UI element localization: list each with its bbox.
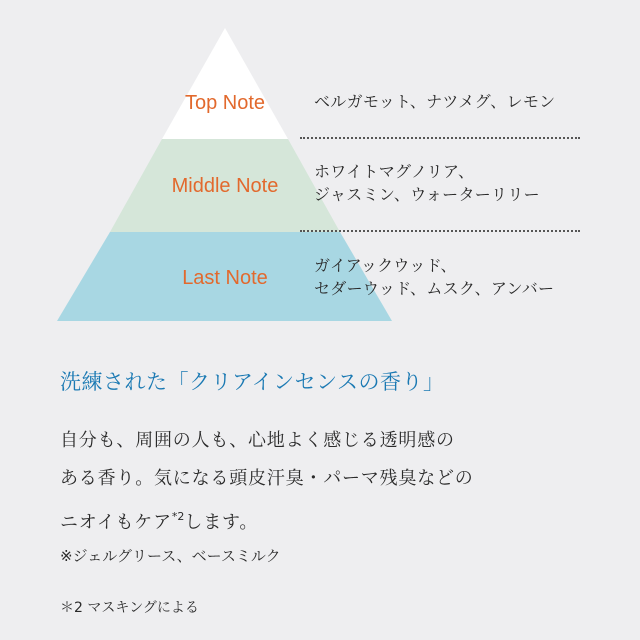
middle-note-line-2: ジャスミン、ウォーターリリー [314,185,540,204]
description [60,422,600,542]
last-note-ingredients [314,254,554,300]
ingredients-note: ※ジェルグリース、ベースミルク [60,547,281,565]
divider-middle-last [300,230,580,232]
headline: 洗練された「クリアインセンスの香り」 [60,370,445,394]
pyramid-tier-top [162,28,288,139]
description-line-3-text: ニオイもケア [60,512,172,533]
footnote: ＊2 マスキングによる [60,600,199,616]
top-note-ingredients [314,90,555,113]
middle-note-ingredients [314,160,540,206]
description-line-3-tail: します。 [184,512,259,533]
footnote-reference: *2 [171,510,185,523]
description-line-3 [60,498,600,542]
top-note-line-1: ベルガモット、ナツメグ、レモン [314,92,556,111]
tier-label-middle: Middle Note [171,175,279,197]
last-note-line-2: セダーウッド、ムスク、アンバー [314,279,555,298]
description-line-2: ある香り。気になる頭皮汗臭・パーマ残臭などの [60,468,474,489]
middle-note-line-1: ホワイトマグノリア、 [314,162,475,181]
tier-label-top: Top Note [184,92,266,114]
divider-top-middle [300,137,580,139]
last-note-line-1: ガイアックウッド、 [314,256,457,275]
description-line-1: 自分も、周囲の人も、心地よく感じる透明感の [60,430,455,451]
tier-label-last: Last Note [182,267,268,289]
